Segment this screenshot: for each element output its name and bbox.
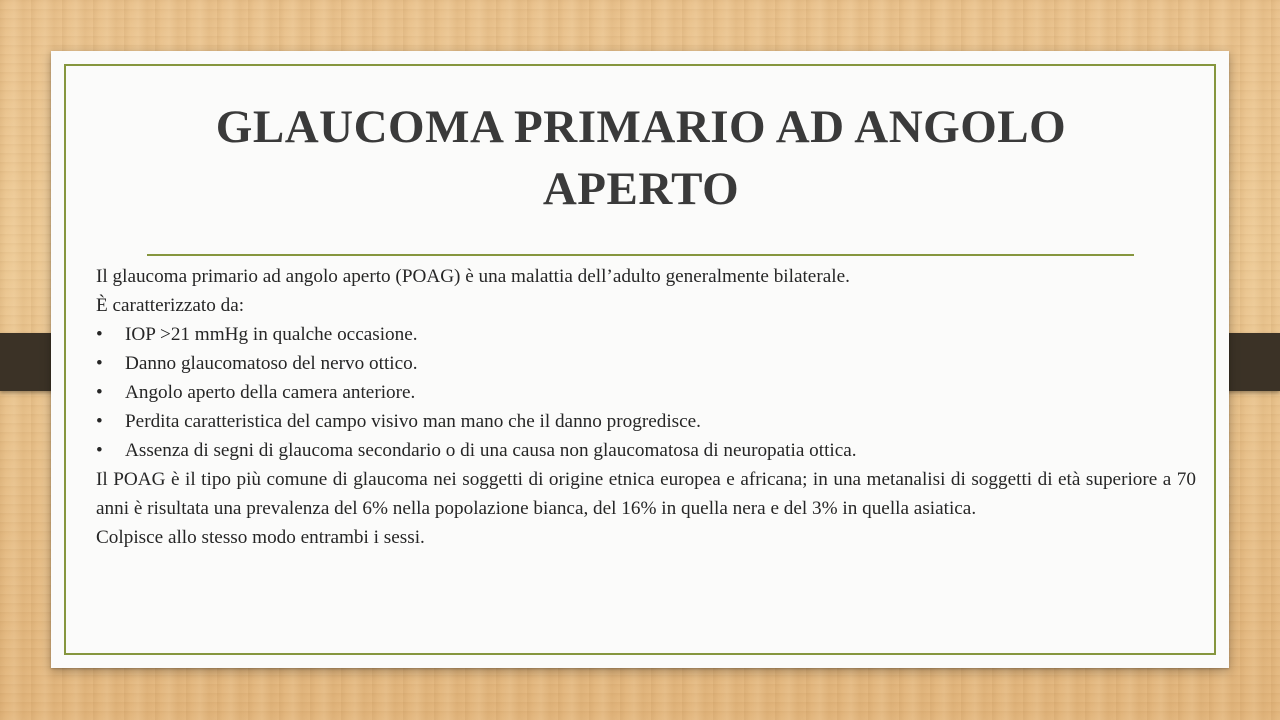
slide-title-line-2: APERTO (542, 163, 740, 215)
intro-paragraph: Il glaucoma primario ad angolo aperto (POAG) è una malattia dell’adulto generalmente bilaterale. (96, 266, 850, 287)
closing-paragraph: Colpisce allo stesso modo entrambi i sessi. (96, 527, 425, 548)
slide-body (96, 262, 1196, 552)
list-item (96, 407, 1196, 436)
list-item-text: Angolo aperto della camera anteriore. (125, 382, 416, 403)
list-item-text: Perdita caratteristica del campo visivo man mano che il danno progredisce. (125, 411, 701, 432)
prevalence-paragraph: Il POAG è il tipo più comune di glaucoma nei soggetti di origine etnica europea e africana; in una metanalisi di soggetti di età superiore a 70 anni è risultata una prevalenza del 6% nella popolazione bianca, del 16% in quella nera e del 3% in quella asiatica. (96, 469, 1196, 519)
slide-title (131, 96, 1151, 220)
list-item-text: IOP >21 mmHg in qualche occasione. (125, 324, 418, 345)
lead-paragraph: È caratterizzato da: (96, 295, 245, 316)
bullet-icon: • (96, 353, 103, 374)
slide-page (51, 51, 1229, 668)
bullet-icon: • (96, 411, 103, 432)
bullet-icon: • (96, 324, 103, 345)
title-divider (147, 254, 1134, 256)
list-item (96, 378, 1196, 407)
list-item (96, 349, 1196, 378)
bullet-icon: • (96, 382, 103, 403)
list-item-text: Assenza di segni di glaucoma secondario o di una causa non glaucomatosa di neuropatia ottica. (125, 440, 857, 461)
criteria-list (96, 320, 1196, 465)
bullet-icon: • (96, 440, 103, 461)
list-item (96, 320, 1196, 349)
slide-title-line-1: GLAUCOMA PRIMARIO AD ANGOLO (215, 101, 1067, 153)
list-item-text: Danno glaucomatoso del nervo ottico. (125, 353, 418, 374)
list-item (96, 436, 1196, 465)
